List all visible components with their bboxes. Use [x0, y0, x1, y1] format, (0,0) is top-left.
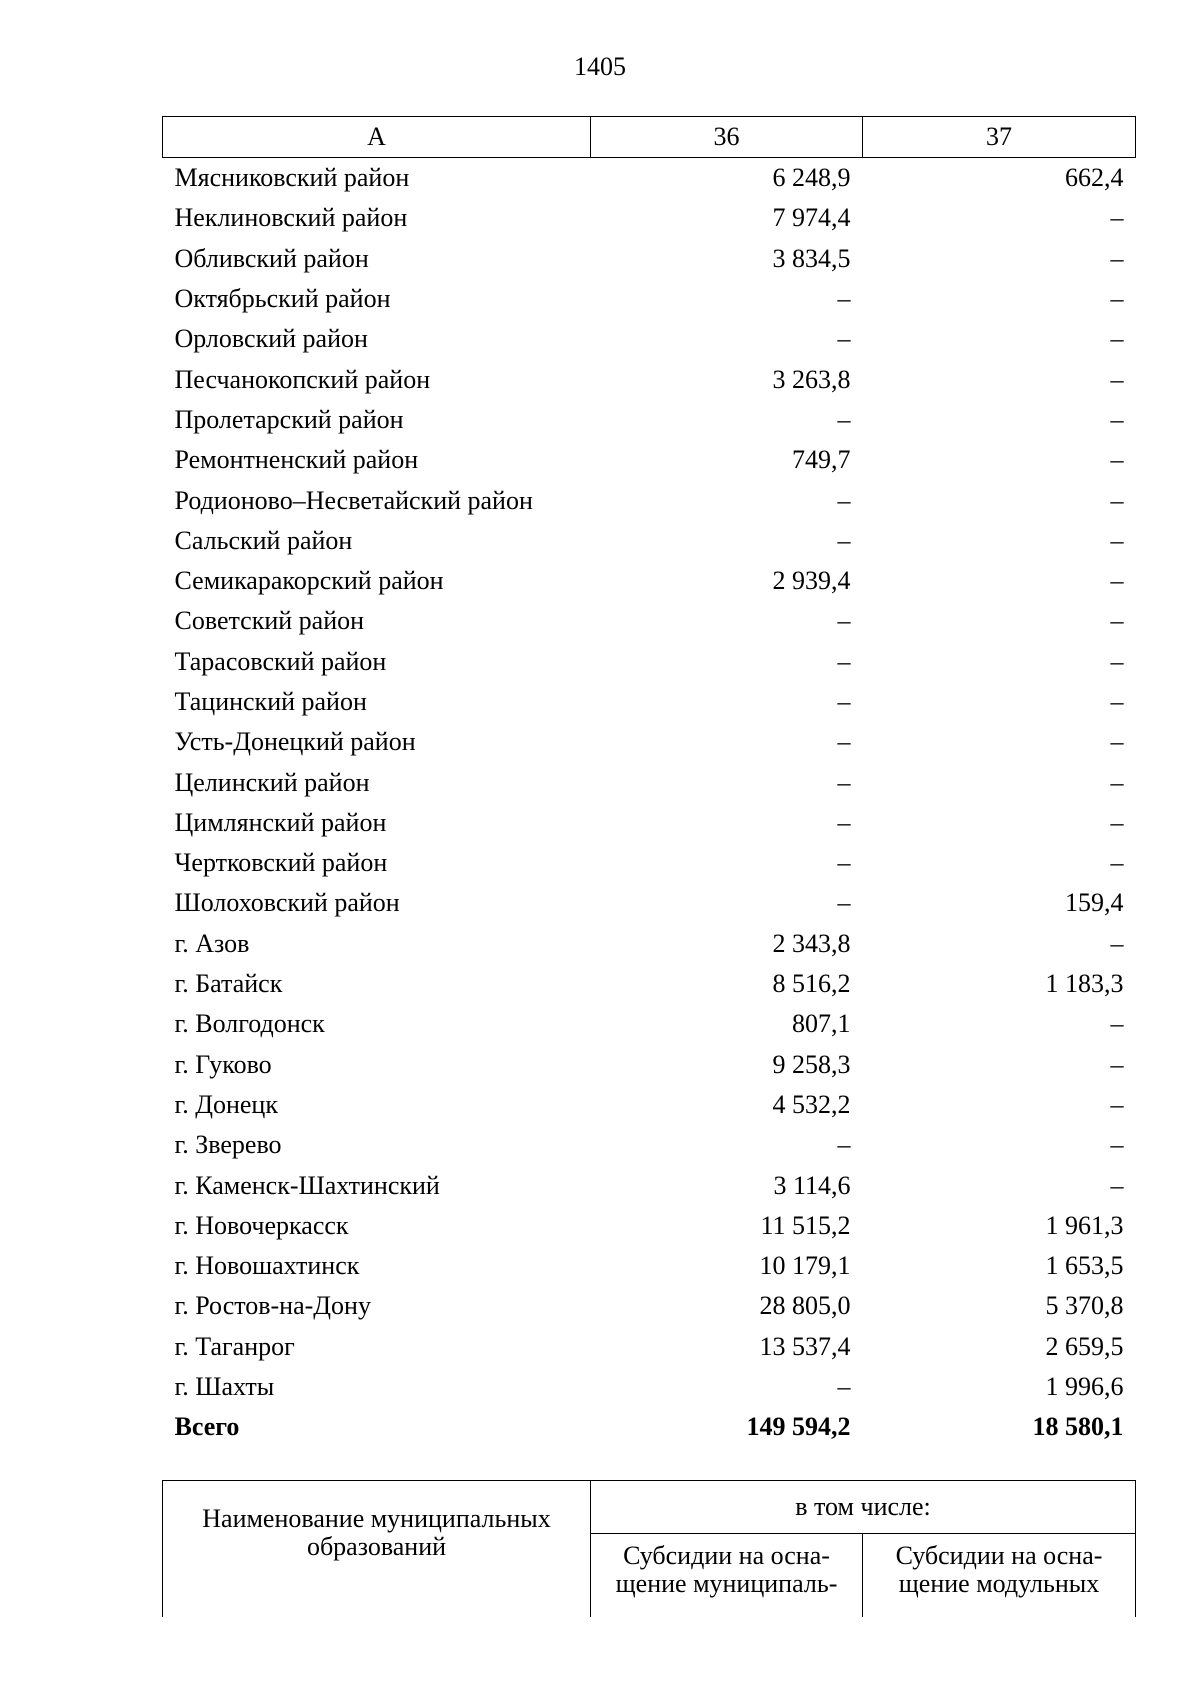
value-37-cell: –	[1110, 485, 1124, 515]
table-row	[163, 480, 1136, 520]
subsidy-municipal-header-line2: щение муниципаль-	[615, 1568, 838, 1598]
value-37-cell: –	[1110, 525, 1124, 555]
value-37-cell: 159,4	[1065, 888, 1124, 918]
value-36-cell: 3 834,5	[772, 243, 851, 273]
municipality-name-header-line2: образований	[306, 1532, 447, 1561]
value-36-cell: –	[837, 404, 851, 434]
table-body	[163, 158, 1136, 1448]
municipality-name-cell: Пролетарский район	[174, 404, 404, 434]
value-37-cell: –	[1110, 767, 1124, 797]
value-36-cell: 9 258,3	[772, 1049, 851, 1079]
table-row	[163, 1286, 1136, 1326]
municipality-name-cell: Неклиновский район	[174, 203, 408, 233]
value-36-cell: 3 263,8	[772, 364, 851, 394]
table-row	[163, 1367, 1136, 1407]
table-row	[163, 319, 1136, 359]
municipality-name-cell: Усть-Донецкий район	[174, 727, 416, 757]
municipality-name-cell: Семикаракорский район	[174, 566, 444, 596]
table-row	[163, 682, 1136, 722]
municipality-name-cell: г. Зверево	[174, 1130, 282, 1160]
value-37-cell: –	[1110, 284, 1124, 314]
table-row	[163, 642, 1136, 682]
table-row	[163, 279, 1136, 319]
table-row	[163, 601, 1136, 641]
municipality-name-cell: г. Каменск-Шахтинский	[174, 1170, 440, 1200]
table-row	[163, 722, 1136, 762]
table-row	[163, 561, 1136, 601]
municipality-name-cell: г. Новочеркасск	[174, 1210, 349, 1240]
value-37-cell: 2 659,5	[1045, 1331, 1124, 1361]
value-36-cell: 2 343,8	[772, 928, 851, 958]
table-row	[163, 843, 1136, 883]
value-36-cell: 6 248,9	[772, 163, 851, 193]
municipality-name-cell: г. Таганрог	[174, 1331, 295, 1361]
table-row	[163, 239, 1136, 279]
column-header-37: 37	[863, 117, 1136, 158]
value-37-cell: 662,4	[1065, 163, 1124, 193]
value-36-cell: 10 179,1	[759, 1251, 851, 1281]
value-37-cell: –	[1110, 727, 1124, 757]
municipality-name-header-line1: Наименование муниципальных	[202, 1504, 551, 1533]
subsidy-modular-header	[863, 1533, 1136, 1617]
value-36-cell: 807,1	[792, 1009, 851, 1039]
value-37-cell: –	[1110, 364, 1124, 394]
value-36-cell: 3 114,6	[773, 1170, 851, 1200]
table-row	[163, 1206, 1136, 1246]
value-37-cell: –	[1110, 1049, 1124, 1079]
total-label-cell: Всего	[174, 1412, 240, 1442]
municipality-name-cell: Мясниковский район	[174, 163, 410, 193]
value-36-cell: 11 515,2	[760, 1210, 851, 1240]
value-37-cell: 5 370,8	[1045, 1291, 1124, 1321]
value-36-cell: 8 516,2	[772, 969, 851, 999]
value-37-cell: –	[1110, 848, 1124, 878]
municipality-name-cell: г. Новошахтинск	[174, 1251, 360, 1281]
value-36-cell: 4 532,2	[772, 1089, 851, 1119]
including-header: в том числе:	[591, 1481, 1136, 1534]
table-row	[163, 359, 1136, 399]
value-36-cell: –	[837, 646, 851, 676]
value-36-cell: –	[837, 888, 851, 918]
value-37-cell: –	[1110, 243, 1124, 273]
value-36-cell: –	[837, 1130, 851, 1160]
table-row	[163, 1085, 1136, 1125]
municipality-name-cell: Орловский район	[174, 324, 368, 354]
municipality-name-cell: Родионово–Несветайский район	[174, 485, 533, 515]
value-36-cell: –	[837, 848, 851, 878]
value-36-cell: –	[837, 1372, 851, 1402]
subsidy-municipal-header-line1: Субсидии на осна-	[623, 1540, 830, 1570]
municipality-name-cell: г. Гуково	[174, 1049, 272, 1079]
table-row	[163, 198, 1136, 238]
municipality-name-cell: г. Азов	[174, 928, 250, 958]
value-36-cell: 7 974,4	[772, 203, 851, 233]
table-row	[163, 400, 1136, 440]
municipality-name-cell: Чертковский район	[174, 848, 388, 878]
municipality-name-cell: Песчанокопский район	[174, 364, 431, 394]
value-36-cell: –	[837, 687, 851, 716]
value-37-cell: 1 961,3	[1045, 1210, 1124, 1240]
value-37-cell: 1 996,6	[1045, 1372, 1124, 1402]
table-header	[163, 117, 1136, 158]
column-header-a: А	[163, 117, 591, 158]
table-row	[163, 440, 1136, 480]
table-row	[163, 762, 1136, 802]
municipality-name-cell: Советский район	[174, 606, 365, 636]
table-row	[163, 1165, 1136, 1205]
value-37-cell: –	[1110, 687, 1124, 716]
table-row	[163, 1004, 1136, 1044]
municipality-name-header	[163, 1481, 591, 1618]
total-row	[163, 1407, 1136, 1447]
data-table	[162, 116, 1136, 1448]
table-row	[163, 1246, 1136, 1286]
table-row	[163, 1327, 1136, 1367]
value-37-cell: –	[1110, 404, 1124, 434]
municipality-name-cell: Октябрьский район	[174, 284, 391, 314]
value-37-cell: –	[1110, 445, 1124, 475]
value-36-cell: –	[837, 807, 851, 837]
value-37-cell: –	[1110, 1009, 1124, 1039]
value-36-cell: –	[837, 485, 851, 515]
municipality-name-cell: Сальский район	[174, 525, 353, 555]
value-36-cell: 13 537,4	[759, 1331, 851, 1361]
column-header-36: 36	[591, 117, 863, 158]
table-row	[163, 803, 1136, 843]
subsidy-modular-header-line2: щение модульных	[898, 1568, 1100, 1598]
value-37-cell: –	[1110, 203, 1124, 233]
value-36-cell: –	[837, 767, 851, 797]
value-36-cell: –	[837, 284, 851, 314]
municipality-name-cell: г. Донецк	[174, 1089, 278, 1119]
municipality-name-cell: Тацинский район	[174, 687, 367, 716]
value-37-cell: –	[1110, 606, 1124, 636]
page-number: 1405	[574, 52, 626, 81]
table-row	[163, 1125, 1136, 1165]
value-37-cell: –	[1110, 324, 1124, 354]
value-36-cell: –	[837, 324, 851, 354]
municipality-name-cell: Ремонтненский район	[174, 445, 419, 475]
table-row	[163, 924, 1136, 964]
value-36-cell: 28 805,0	[759, 1291, 851, 1321]
value-37-cell: –	[1110, 566, 1124, 596]
value-37-cell: –	[1110, 1130, 1124, 1160]
table-row	[163, 883, 1136, 923]
total-36-cell: 149 594,2	[746, 1412, 851, 1442]
table-row	[163, 1045, 1136, 1085]
value-36-cell: 2 939,4	[772, 566, 851, 596]
municipality-name-cell: Тарасовский район	[174, 646, 387, 676]
value-36-cell: 749,7	[792, 445, 851, 475]
value-37-cell: –	[1110, 1170, 1124, 1200]
municipality-name-cell: Цимлянский район	[174, 807, 387, 837]
table-row	[163, 521, 1136, 561]
municipality-name-cell: г. Волгодонск	[174, 1009, 325, 1039]
value-37-cell: –	[1110, 646, 1124, 676]
table-row	[163, 158, 1136, 199]
value-37-cell: –	[1110, 807, 1124, 837]
value-36-cell: –	[837, 727, 851, 757]
value-37-cell: –	[1110, 928, 1124, 958]
value-37-cell: 1 653,5	[1045, 1251, 1124, 1281]
subsidy-modular-header-line1: Субсидии на осна-	[895, 1540, 1103, 1570]
municipality-name-cell: Целинский район	[174, 767, 370, 797]
value-37-cell: 1 183,3	[1045, 969, 1124, 999]
municipality-name-cell: Шолоховский район	[174, 888, 400, 918]
municipality-name-cell: г. Шахты	[174, 1372, 275, 1402]
value-37-cell: –	[1110, 1089, 1124, 1119]
total-37-cell: 18 580,1	[1032, 1412, 1124, 1442]
table-row	[163, 964, 1136, 1004]
municipality-name-cell: Обливский район	[174, 243, 369, 273]
next-table-header	[162, 1480, 1136, 1617]
municipality-name-cell: г. Ростов-на-Дону	[174, 1291, 371, 1321]
value-36-cell: –	[837, 525, 851, 555]
subsidy-municipal-header	[591, 1533, 863, 1617]
municipality-name-cell: г. Батайск	[174, 969, 283, 999]
value-36-cell: –	[837, 606, 851, 636]
